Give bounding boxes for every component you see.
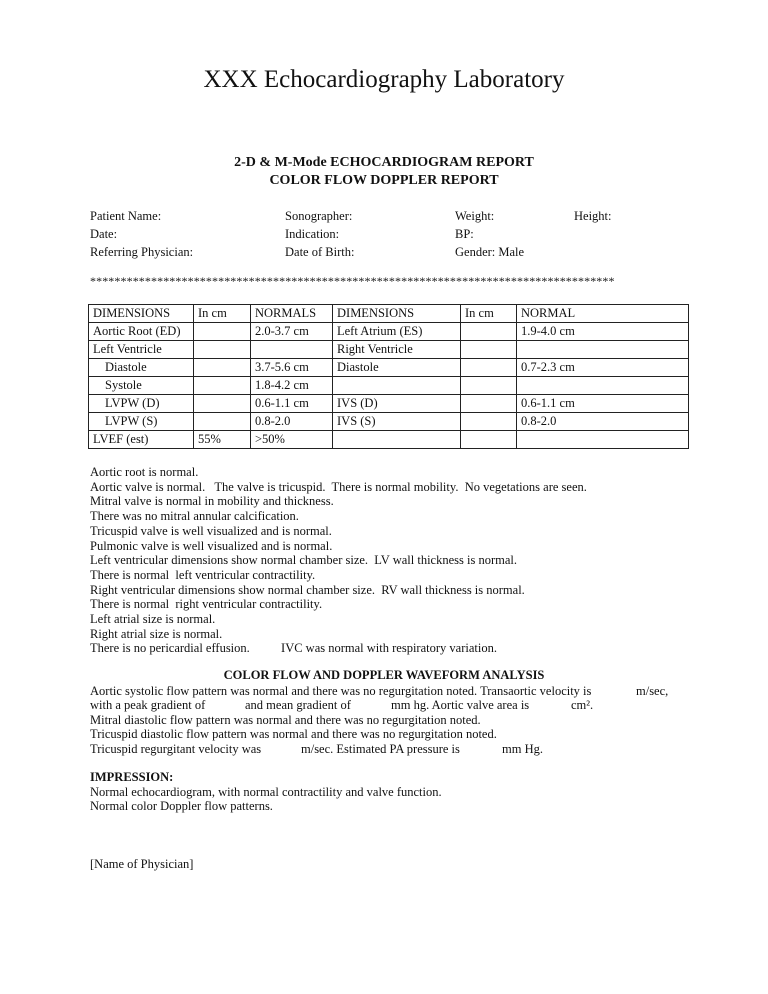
table-row: [89, 413, 689, 431]
table-cell: Diastole: [333, 359, 461, 377]
finding-line: Aortic root is normal.: [90, 465, 199, 479]
field-height: Height:: [574, 209, 612, 223]
field-bp: BP:: [455, 227, 474, 241]
table-cell: [461, 323, 517, 341]
table-cell: 0.8-2.0: [517, 413, 689, 431]
table-cell: DIMENSIONS: [89, 305, 194, 323]
table-cell: [517, 377, 689, 395]
doppler-line-3: Mitral diastolic flow pattern was normal and there was no regurgitation noted.: [90, 713, 481, 727]
table-cell: DIMENSIONS: [333, 305, 461, 323]
table-cell: Left Ventricle: [89, 341, 194, 359]
table-cell: 1.9-4.0 cm: [517, 323, 689, 341]
impression-heading: IMPRESSION:: [90, 770, 174, 784]
table-cell: [251, 341, 333, 359]
table-cell: In cm: [461, 305, 517, 323]
field-patient-name: Patient Name:: [90, 209, 162, 223]
table-cell: 1.8-4.2 cm: [251, 377, 333, 395]
physician-signature: [Name of Physician]: [90, 857, 194, 871]
separator-line: **************************************************************************************: [90, 274, 615, 288]
finding-line: Right ventricular dimensions show normal chamber size. RV wall thickness is normal.: [90, 582, 525, 597]
table-row: [89, 359, 689, 377]
table-cell: In cm: [194, 305, 251, 323]
finding-line: Tricuspid valve is well visualized and is normal.: [90, 523, 332, 538]
table-cell: LVPW (D): [89, 395, 194, 413]
table-cell: 0.6-1.1 cm: [251, 395, 333, 413]
field-sonographer: Sonographer:: [285, 209, 353, 223]
doppler-heading: COLOR FLOW AND DOPPLER WAVEFORM ANALYSIS: [223, 668, 545, 682]
findings-list: [90, 465, 587, 656]
table-cell: [461, 359, 517, 377]
table-cell: [333, 377, 461, 395]
table-cell: [194, 395, 251, 413]
impression-line: Normal color Doppler flow patterns.: [90, 799, 273, 813]
table-cell: [333, 431, 461, 449]
table-cell: 55%: [194, 431, 251, 449]
table-row: [89, 431, 689, 449]
table-cell: Diastole: [89, 359, 194, 377]
dimensions-table: [88, 304, 689, 449]
table-cell: [461, 431, 517, 449]
doppler-line-2b: and mean gradient of: [245, 698, 351, 712]
finding-line: Right atrial size is normal.: [90, 626, 223, 641]
table-cell: [194, 377, 251, 395]
table-cell: [461, 395, 517, 413]
table-cell: [194, 323, 251, 341]
table-cell: [517, 431, 689, 449]
table-cell: LVPW (S): [89, 413, 194, 431]
table-cell: LVEF (est): [89, 431, 194, 449]
table-cell: [194, 413, 251, 431]
report-title-doppler: COLOR FLOW DOPPLER REPORT: [269, 173, 499, 188]
table-cell: 3.7-5.6 cm: [251, 359, 333, 377]
table-cell: 0.7-2.3 cm: [517, 359, 689, 377]
finding-line: Aortic valve is normal. The valve is tricuspid. There is normal mobility. No vegetations are seen.: [90, 479, 587, 494]
table-row: [89, 377, 689, 395]
doppler-line-2c: mm hg. Aortic valve area is: [391, 698, 530, 712]
table-cell: IVS (D): [333, 395, 461, 413]
table-header-row: [89, 305, 689, 323]
table-cell: [194, 359, 251, 377]
table-cell: >50%: [251, 431, 333, 449]
table-cell: NORMAL: [517, 305, 689, 323]
impression-line: Normal echocardiogram, with normal contractility and valve function.: [90, 785, 442, 799]
table-cell: 0.6-1.1 cm: [517, 395, 689, 413]
table-row: [89, 395, 689, 413]
table-cell: NORMALS: [251, 305, 333, 323]
doppler-line-5b: m/sec. Estimated PA pressure is: [301, 742, 460, 756]
field-date: Date:: [90, 227, 118, 241]
field-indication: Indication:: [285, 227, 340, 241]
doppler-line-4: Tricuspid diastolic flow pattern was normal and there was no regurgitation noted.: [90, 727, 497, 741]
table-cell: [194, 341, 251, 359]
doppler-line-5a: Tricuspid regurgitant velocity was: [90, 742, 262, 756]
field-gender: Gender: Male: [455, 245, 525, 259]
field-date-of-birth: Date of Birth:: [285, 245, 355, 259]
finding-line: There is normal left ventricular contractility.: [90, 567, 316, 582]
doppler-line-1a: Aortic systolic flow pattern was normal and there was no regurgitation noted. Transaortic velocity is: [90, 684, 592, 698]
table-cell: [461, 377, 517, 395]
field-weight: Weight:: [455, 209, 495, 223]
table-cell: Left Atrium (ES): [333, 323, 461, 341]
finding-line: There is normal right ventricular contractility.: [90, 597, 323, 612]
table-cell: Right Ventricle: [333, 341, 461, 359]
table-cell: Systole: [89, 377, 194, 395]
report-title-echo: 2-D & M-Mode ECHOCARDIOGRAM REPORT: [234, 155, 534, 170]
table-cell: 2.0-3.7 cm: [251, 323, 333, 341]
table-cell: 0.8-2.0: [251, 413, 333, 431]
table-row: [89, 323, 689, 341]
doppler-line-2d: cm².: [571, 698, 594, 712]
finding-line: Left atrial size is normal.: [90, 612, 216, 627]
finding-line: Pulmonic valve is well visualized and is normal.: [90, 538, 333, 553]
table-cell: [461, 341, 517, 359]
table-cell: [517, 341, 689, 359]
finding-line: Left ventricular dimensions show normal chamber size. LV wall thickness is normal.: [90, 553, 517, 568]
doppler-line-1b: m/sec,: [636, 684, 669, 698]
table-cell: Aortic Root (ED): [89, 323, 194, 341]
table-cell: IVS (S): [333, 413, 461, 431]
doppler-line-5c: mm Hg.: [502, 742, 543, 756]
field-referring-physician: Referring Physician:: [90, 245, 194, 259]
finding-line: There was no mitral annular calcification.: [90, 509, 299, 524]
finding-line: Mitral valve is normal in mobility and thickness.: [90, 494, 334, 509]
table-cell: [461, 413, 517, 431]
finding-line: There is no pericardial effusion. IVC was normal with respiratory variation.: [90, 641, 497, 656]
table-row: [89, 341, 689, 359]
doppler-line-2a: with a peak gradient of: [90, 698, 206, 712]
lab-title: XXX Echocardiography Laboratory: [203, 66, 565, 93]
